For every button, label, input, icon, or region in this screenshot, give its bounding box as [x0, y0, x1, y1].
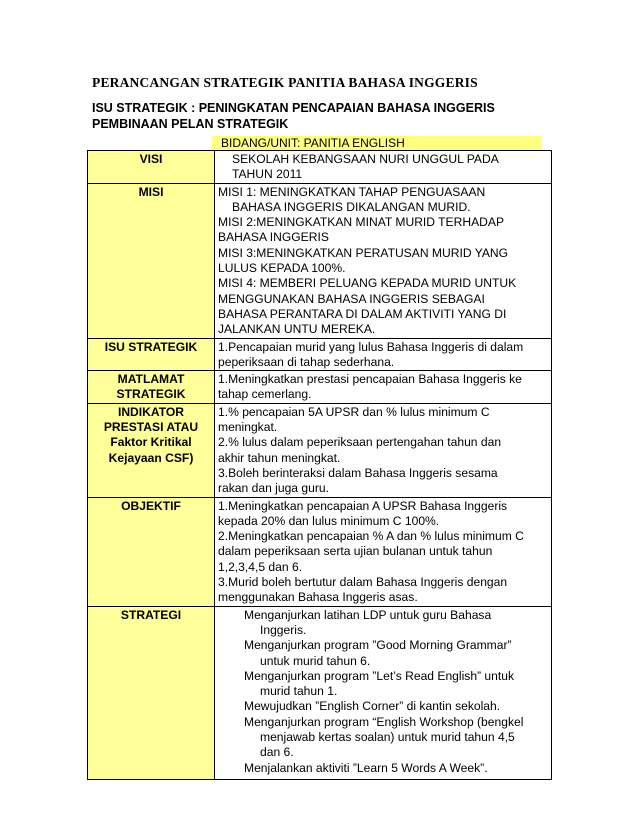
value-line: 1.Meningkatkan pencapaian A UPSR Bahasa Inggeris — [218, 498, 508, 513]
isu-strategik-heading: ISU STRATEGIK : PENINGKATAN PENCAPAIAN BAHASA INGGERIS — [92, 101, 495, 115]
value-line: Menganjurkan program ”Let’s Read English” untuk — [244, 668, 515, 683]
table-row-matlamat — [88, 371, 552, 404]
table-row-isu-strategik — [88, 338, 552, 371]
value-isu-strategik — [215, 338, 552, 371]
value-line: TAHUN 2011 — [232, 167, 303, 182]
document-title: PERANCANGAN STRATEGIK PANITIA BAHASA INGGERIS — [92, 75, 478, 90]
label-objektif — [88, 497, 215, 606]
value-line: 1,2,3,4,5 dan 6. — [218, 559, 303, 574]
value-line: 2.Meningkatkan pencapaian % A dan % lulus minimum C — [218, 529, 524, 544]
value-line: dalam peperiksaan serta ujian bulanan untuk tahun — [218, 544, 493, 559]
value-line: kepada 20% dan lulus minimum C 100%. — [218, 513, 440, 528]
label-line: Kejayaan CSF) — [108, 450, 194, 465]
value-line: Mewujudkan ”English Corner” di kantin sekolah. — [244, 699, 501, 714]
value-line: BAHASA INGGERIS — [218, 230, 329, 245]
table-row-indikator — [88, 403, 552, 497]
label-line: Faktor Kritikal — [110, 435, 192, 450]
value-line: untuk murid tahun 6. — [260, 653, 371, 668]
label-strategi — [88, 606, 215, 779]
label-line: PRESTASI ATAU — [103, 420, 199, 435]
value-indikator — [215, 403, 552, 497]
value-line: 3.Murid boleh bertutur dalam Bahasa Inggeris dengan — [218, 575, 508, 590]
value-line: 1.Pencapaian murid yang lulus Bahasa Inggeris di dalam — [218, 339, 524, 354]
pembinaan-heading: PEMBINAAN PELAN STRATEGIK — [92, 117, 289, 131]
table-row-strategi — [88, 606, 552, 779]
value-visi — [215, 151, 552, 184]
value-line: dan 6. — [260, 745, 294, 760]
label-line: STRATEGIK — [116, 387, 186, 402]
label-indikator — [88, 403, 215, 497]
value-line: 3.Boleh berinteraksi dalam Bahasa Inggeris sesama — [218, 465, 498, 480]
value-misi — [215, 183, 552, 338]
value-line: Menganjurkan latihan LDP untuk guru Bahasa — [244, 607, 492, 622]
value-line: peperiksaan di tahap sederhana. — [218, 354, 395, 369]
value-objektif — [215, 497, 552, 606]
value-strategi — [215, 606, 552, 779]
value-line: MISI 4: MEMBERI PELUANG KEPADA MURID UNTUK — [218, 276, 517, 291]
label-line: VISI — [139, 152, 163, 166]
value-line: SEKOLAH KEBANGSAAN NURI UNGGUL PADA — [232, 152, 499, 166]
bidang-band — [92, 136, 542, 151]
label-line: MATLAMAT — [117, 372, 185, 387]
value-line: BAHASA INGGERIS DIKALANGAN MURID. — [232, 199, 471, 214]
value-line: meningkat. — [218, 420, 278, 435]
label-misi — [88, 183, 215, 338]
value-line: LULUS KEPADA 100%. — [218, 261, 346, 276]
label-isu-strategik — [88, 338, 215, 371]
label-matlamat — [88, 371, 215, 404]
label-line: MISI — [138, 184, 164, 199]
value-line: Menganjurkan program “English Workshop (bengkel — [244, 714, 524, 729]
table-row-visi — [88, 151, 552, 184]
value-line: tahap cemerlang. — [218, 387, 312, 402]
value-line: 2.% lulus dalam peperiksaan pertengahan tahun dan — [218, 435, 502, 450]
value-line: JALANKAN UNTU MEREKA. — [218, 322, 376, 337]
label-line: ISU STRATEGIK — [104, 339, 198, 354]
table-row-misi — [88, 183, 552, 338]
value-line: 1.Meningkatkan prestasi pencapaian Bahasa Inggeris ke — [218, 372, 522, 387]
value-line: Menganjurkan program ”Good Morning Grammar” — [244, 638, 512, 653]
value-matlamat — [215, 371, 552, 404]
value-line: BAHASA PERANTARA DI DALAM AKTIVITI YANG DI — [218, 306, 507, 321]
value-line: MISI 2:MENINGKATKAN MINAT MURID TERHADAP — [218, 215, 505, 230]
value-line: MENGGUNAKAN BAHASA INGGERIS SEBAGAI — [218, 291, 485, 306]
value-line: Inggeris. — [260, 622, 307, 637]
label-line: STRATEGI — [120, 607, 182, 622]
value-line: akhir tahun meningkat. — [218, 450, 341, 465]
bidang-unit-label: BIDANG/UNIT: PANITIA ENGLISH — [221, 136, 405, 150]
table-row-objektif — [88, 497, 552, 606]
label-visi — [88, 151, 215, 184]
label-line: INDIKATOR — [117, 404, 185, 419]
value-line: MISI 3:MENINGKATKAN PERATUSAN MURID YANG — [218, 245, 509, 260]
value-line: menjawab kertas soalan) untuk murid tahun 4,5 — [260, 729, 515, 744]
strategic-plan-table — [87, 150, 552, 780]
value-line: murid tahun 1. — [260, 684, 338, 699]
value-line: menggunakan Bahasa Inggeris asas. — [218, 590, 418, 605]
value-line: Menjalankan aktiviti ”Learn 5 Words A Week”. — [244, 760, 488, 775]
value-line: rakan dan juga guru. — [218, 481, 329, 496]
value-line: MISI 1: MENINGKATKAN TAHAP PENGUASAAN — [218, 184, 486, 199]
label-line: OBJEKTIF — [121, 498, 181, 513]
value-line: 1.% pencapaian 5A UPSR dan % lulus minimum C — [218, 404, 490, 419]
